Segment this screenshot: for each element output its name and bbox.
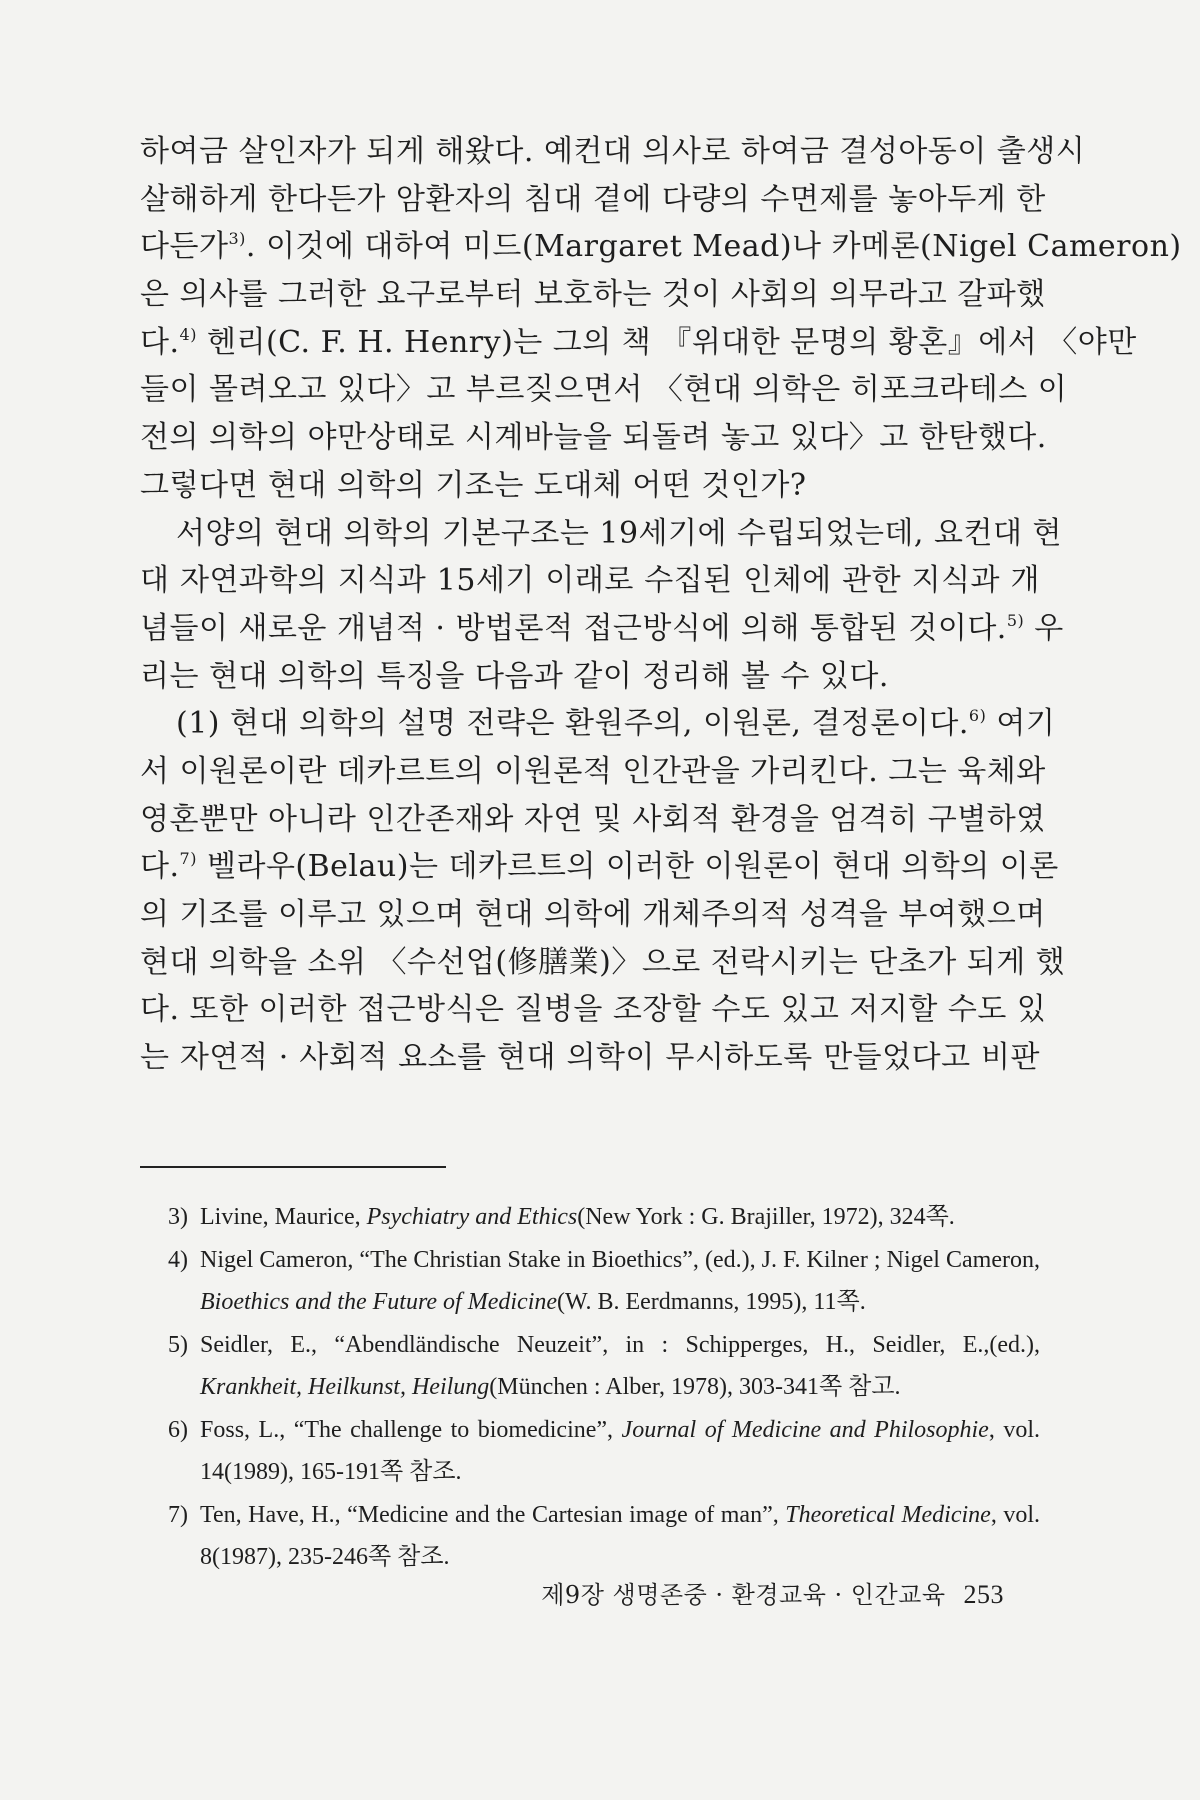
footnote: 3) Livine, Maurice, Psychiatry and Ethics(New York : G. Brajiller, 1972), 324쪽. [168, 1204, 955, 1230]
text-line: 들이 몰려오고 있다〉고 부르짖으면서 〈현대 의학은 히포크라테스 이 [140, 372, 1068, 408]
text-line: 의 기조를 이루고 있으며 현대 의학에 개체주의적 성격을 부여했으며 [140, 897, 1046, 932]
text-line: 전의 의학의 야만상태로 시계바늘을 되돌려 놓고 있다〉고 한탄했다. [140, 420, 1047, 456]
footnote-ref: 3) [228, 229, 246, 249]
text-line: 하여금 살인자가 되게 해왔다. 예컨대 의사로 하여금 결성아동이 출생시 [140, 134, 1086, 169]
footnote-ref: 4) [179, 324, 197, 344]
footnote-separator [140, 1166, 446, 1168]
text-line: 다든가$^{3)}$. 이것에 대하여 미드(Margaret Mead)나 카메론(Nigel Cameron) [140, 229, 1182, 265]
text-line: (1) 현대 의학의 설명 전략은 환원주의, 이원론, 결정론이다.$^{6)}$ 여기 [176, 706, 1056, 742]
text-line: 대 자연과학의 지식과 15세기 이래로 수집된 인체에 관한 지식과 개 [140, 563, 1040, 599]
text-line: 서양의 현대 의학의 기본구조는 19세기에 수립되었는데, 요컨대 현 [176, 515, 1062, 551]
text-line: 다.$^{7)}$ 벨라우(Belau)는 데카르트의 이러한 이원론이 현대 의학의 이론 [140, 849, 1059, 885]
text-line: 다. 또한 이러한 접근방식은 질병을 조장할 수도 있고 저지할 수도 있 [140, 992, 1047, 1028]
page-number: 253 [963, 1580, 1004, 1609]
chapter-title: 제9장 생명존중 · 환경교육 · 인간교육 [541, 1581, 946, 1609]
text-line: 념들이 새로운 개념적 · 방법론적 접근방식에 의해 통합된 것이다.$^{5)}$ 우 [140, 610, 1064, 646]
footnote-ref: 6) [968, 706, 987, 726]
footnote: 7) Ten, Have, H., “Medicine and the Cartesian image of man”, Theoretical Medicine, vol. 8(1987), 235-246쪽 참조. [168, 1501, 1040, 1570]
text-line: 그렇다면 현대 의학의 기조는 도대체 어떤 것인가? [140, 467, 807, 503]
text-line: 리는 현대 의학의 특징을 다음과 같이 정리해 볼 수 있다. [140, 658, 889, 694]
footnote-ref: 5) [1006, 610, 1025, 630]
text-line: 살해하게 한다든가 암환자의 침대 곁에 다량의 수면제를 놓아두게 한 [140, 181, 1046, 217]
text-line: 은 의사를 그러한 요구로부터 보호하는 것이 사회의 의무라고 갈파했 [140, 277, 1046, 313]
text-line: 영혼뿐만 아니라 인간존재와 자연 및 사회적 환경을 엄격히 구별하였 [140, 801, 1046, 837]
footnote: 6) Foss, L., “The challenge to biomedicine”, Journal of Medicine and Philosophie, vol. 14(1989), 165-191쪽 참조. [168, 1416, 1040, 1485]
text-line: 다.$^{4)}$ 헨리(C. F. H. Henry)는 그의 책 『위대한 문명의 황혼』에서 〈야만 [140, 324, 1137, 360]
footnotes [168, 1196, 1040, 1579]
running-footer [541, 1575, 1004, 1610]
footnote: 5) Seidler, E., “Abendländische Neuzeit”, in : Schipperges, H., Seidler, E.,(ed.), Krankheit, Heilkunst, Heilung(München : Alber, 1978), 303-341쪽 참고. [168, 1331, 1040, 1400]
footnote: 4) Nigel Cameron, “The Christian Stake in Bioethics”, (ed.), J. F. Kilner ; Nigel Cameron, Bioethics and the Future of Medicine(W. B. Eerdmanns, 1995), 11쪽. [168, 1246, 1040, 1315]
footnote-ref: 7) [179, 849, 197, 869]
text-line: 서 이원론이란 데카르트의 이원론적 인간관을 가리킨다. 그는 육체와 [140, 753, 1046, 789]
text-line: 현대 의학을 소위 〈수선업(修膳業)〉으로 전락시키는 단초가 되게 했 [140, 944, 1066, 980]
text-line: 는 자연적 · 사회적 요소를 현대 의학이 무시하도록 만들었다고 비판 [140, 1040, 1040, 1076]
body-text [140, 128, 1182, 1082]
